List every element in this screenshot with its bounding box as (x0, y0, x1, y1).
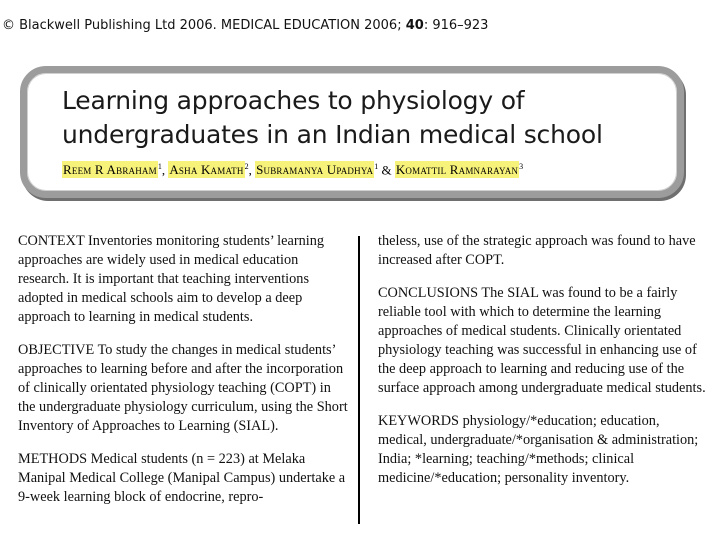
objective-text: To study the changes in medical students’ approaches to learning before and after the incorporation of clinically orientated physiology teaching (COPT) in the undergraduate physiology curriculum, using the Short Inventory of Approaches to Learning (SIAL). (18, 342, 348, 434)
author-2: Asha Kamath (169, 162, 244, 178)
methods-paragraph (18, 450, 348, 507)
journal-citation: © Blackwell Publishing Ltd 2006. MEDICAL EDUCATION 2006; (2, 18, 406, 33)
abstract-right-column (378, 232, 708, 502)
page-range: : 916–923 (423, 18, 489, 33)
conclusions-label: CONCLUSIONS (378, 285, 479, 301)
methods-text: Medical students (n = 223) at Melaka Manipal Medical College (Manipal Campus) undertake a 9-week learning block of endocrine, repro- (18, 451, 346, 505)
journal-header (2, 18, 488, 33)
conclusions-text: The SIAL was found to be a fairly reliable tool with which to determine the learning approaches of medical students. Clinically orientated physiology teaching was successful in enhancing use of the deep approach to learning and reducing use of the surface approach among undergraduate medical students. (378, 285, 706, 396)
title-line-2: undergraduates in an Indian medical school (62, 120, 603, 149)
abstract-left-column (18, 232, 348, 521)
keywords-label: KEYWORDS (378, 413, 460, 429)
title-line-1: Learning approaches to physiology of (62, 86, 525, 115)
objective-paragraph (18, 341, 348, 436)
author-3: Subramanya Upadhya (256, 162, 374, 178)
author-2-affiliation: 2 (244, 162, 249, 171)
paper-title (62, 84, 682, 152)
author-4-affiliation: 3 (519, 162, 524, 171)
keywords-text: physiology/*education; education, medical, undergraduate/*organisation & administration; India; *learning; teaching/*methods; clinical medicine/*education; personality inventory. (378, 413, 699, 486)
results-continuation: theless, use of the strategic approach was found to have increased after COPT. (378, 233, 696, 268)
author-4: Komattil Ramnarayan (395, 162, 519, 178)
context-paragraph (18, 232, 348, 327)
author-list: Reem R Abraham$^1$, Asha Kamath$^2$, Subramanya Upadhya$^1$ & Komattil Ramnarayan$^3$ (63, 162, 524, 178)
column-divider (358, 236, 360, 524)
author-1-affiliation: 1 (157, 162, 162, 171)
objective-label: OBJECTIVE (18, 342, 95, 358)
author-1: Reem R Abraham (63, 162, 157, 178)
volume-number: 40 (405, 18, 424, 33)
keywords-paragraph (378, 412, 708, 488)
context-label: CONTEXT (18, 233, 85, 249)
author-3-affiliation: 1 (374, 162, 379, 171)
conclusions-paragraph (378, 284, 708, 398)
methods-label: METHODS (18, 451, 88, 467)
context-text: Inventories monitoring students’ learning approaches are widely used in medical education research. It is important that teaching interventions adopted in medical schools aim to develop a deep approach to learning in medical students. (18, 233, 325, 325)
